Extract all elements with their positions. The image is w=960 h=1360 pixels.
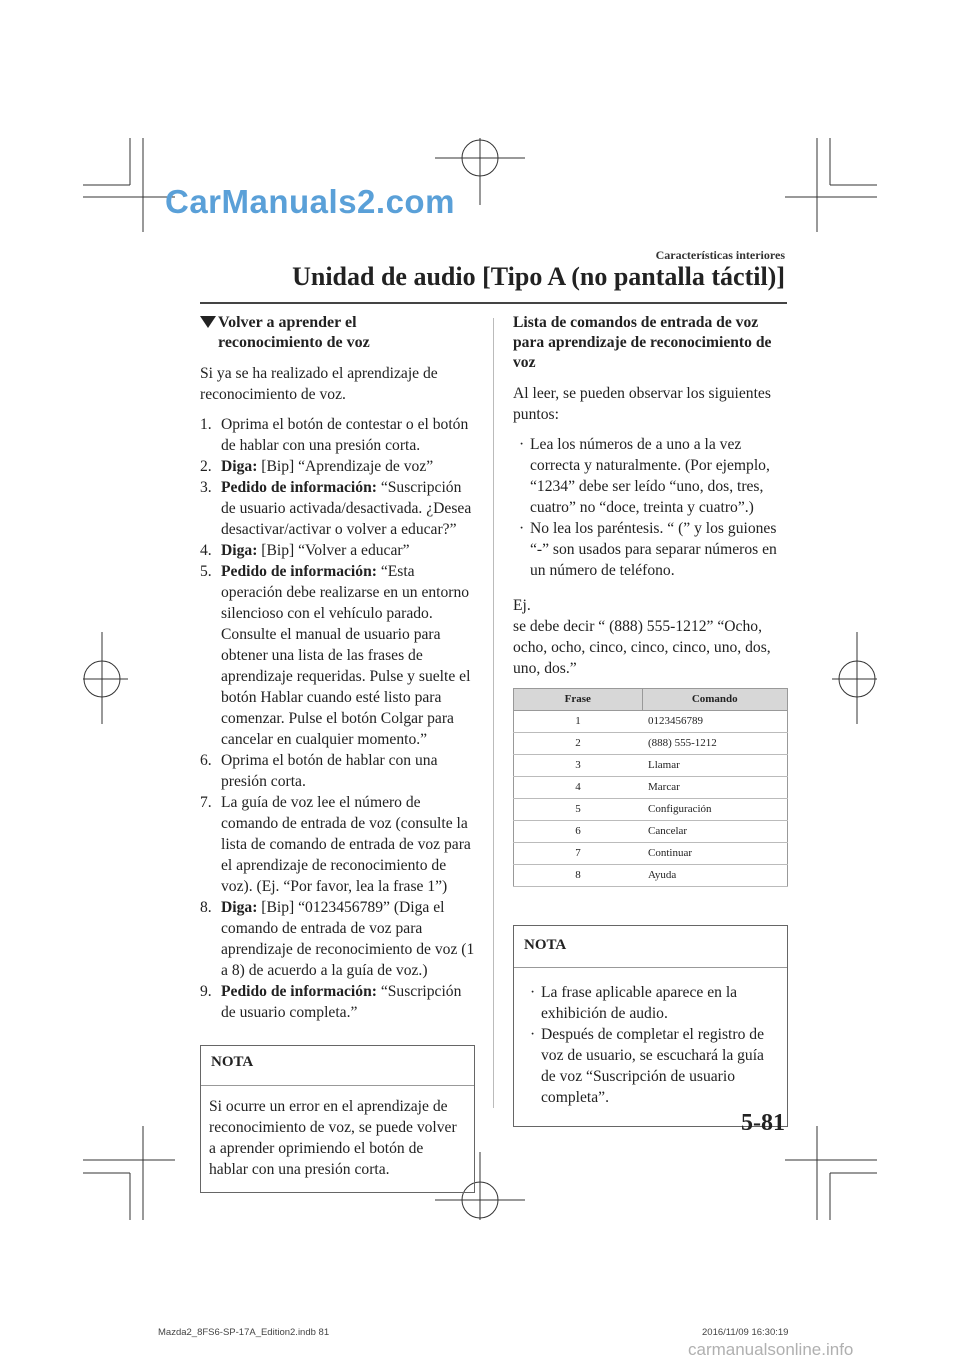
- step-item: 2. Diga: [Bip] “Aprendizaje de voz”: [200, 458, 434, 475]
- table-row: 2 (888) 555-1212: [514, 733, 788, 755]
- note-list: [524, 982, 777, 1108]
- reading-tips-list: [513, 434, 788, 581]
- table-header-row: [514, 689, 788, 711]
- commands-heading: Lista de comandos de entrada de voz para aprendizaje de reconocimiento de voz: [513, 314, 772, 371]
- note-title: NOTA: [201, 1046, 474, 1086]
- step-item: 4. Diga: [Bip] “Volver a educar”: [200, 542, 410, 559]
- title-divider: [200, 302, 787, 304]
- step-item: 1. Oprima el botón de contestar o el botón de hablar con una presión corta.: [200, 416, 469, 454]
- left-column: [200, 313, 475, 1193]
- table-row: 6 Cancelar: [514, 821, 788, 843]
- footer-file-name: Mazda2_8FS6-SP-17A_Edition2.indb 81: [158, 1327, 330, 1338]
- note-title: NOTA: [514, 926, 787, 968]
- watermark-bottom: carmanualsonline.info: [688, 1340, 854, 1359]
- reading-intro: Al leer, se pueden observar los siguientes puntos:: [513, 385, 771, 423]
- column-header-frase: Frase: [514, 689, 643, 711]
- example-label: Ej.: [513, 597, 531, 614]
- right-column: [513, 313, 788, 1127]
- example-text: se debe decir “ (888) 555-1212” “Ocho, ocho, ocho, cinco, cinco, cinco, uno, dos, uno, dos.”: [513, 618, 771, 677]
- step-item: 7. La guía de voz lee el número de comando de entrada de voz (consulte la lista de comando de entrada de voz para el aprendizaje de reconocimiento de voz). (Ej. “Por favor, lea la frase 1”): [200, 794, 471, 895]
- note-box: [200, 1045, 475, 1193]
- table-row: 3 Llamar: [514, 755, 788, 777]
- table-row: 4 Marcar: [514, 777, 788, 799]
- note-text: Si ocurre un error en el aprendizaje de reconocimiento de voz, se puede volver a aprender oprimiendo el botón de hablar con una presión corta.: [209, 1098, 457, 1178]
- step-item: 3. Pedido de información: “Suscripción de usuario activada/desactivada. ¿Desea desactivar/activar o volver a educar?”: [200, 479, 472, 538]
- list-item: · No lea los paréntesis. “ (” y los guiones “-” son usados para separar números en un número de teléfono.: [519, 520, 777, 579]
- list-item: · La frase aplicable aparece en la exhibición de audio.: [530, 984, 738, 1022]
- step-item: 9. Pedido de información: “Suscripción de usuario completa.”: [200, 983, 462, 1021]
- watermark-logo: CarManuals2.com: [165, 183, 455, 220]
- heading-line-2: reconocimiento de voz: [218, 334, 370, 351]
- step-item: 8. Diga: [Bip] “0123456789” (Diga el comando de entrada de voz para aprendizaje de reconocimiento de voz (1 a 8) de acuerdo a la guía de voz.): [200, 899, 475, 979]
- step-item: 6. Oprima el botón de hablar con una presión corta.: [200, 752, 438, 790]
- column-divider: [493, 318, 494, 1108]
- column-header-comando: Comando: [642, 689, 788, 711]
- table-row: 8 Ayuda: [514, 865, 788, 887]
- page-number: 5-81: [741, 1110, 785, 1136]
- steps-list: [200, 414, 475, 1023]
- section-heading: [200, 313, 475, 353]
- step-item: 5. Pedido de información: “Esta operación debe realizarse en un entorno silencioso con el vehículo parado. Consulte el manual de usuario para obtener una lista de las frases de aprendizaje requeridas. Pulse y suelte el botón Hablar cuando esté listo para comenzar. Pulse el botón Colgar para cancelar en cualquier momento.”: [200, 563, 471, 748]
- note-box: [513, 925, 788, 1127]
- table-row: 7 Continuar: [514, 843, 788, 865]
- table-row: 1 0123456789: [514, 711, 788, 733]
- intro-text: Si ya se ha realizado el aprendizaje de reconocimiento de voz.: [200, 365, 438, 403]
- triangle-icon: [200, 316, 216, 328]
- commands-table: [513, 688, 788, 887]
- section-label: Características interiores: [655, 248, 785, 262]
- page-title: Unidad de audio [Tipo A (no pantalla táctil)]: [292, 262, 785, 291]
- heading-line-1: Volver a aprender el: [218, 314, 357, 331]
- list-item: · Después de completar el registro de voz de usuario, se escuchará la guía de voz “Suscripción de usuario completa”.: [530, 1026, 764, 1106]
- footer-timestamp: 2016/11/09 16:30:19: [702, 1327, 789, 1338]
- list-item: · Lea los números de a uno a la vez correcta y naturalmente. (Por ejemplo, “1234” debe ser leído “uno, dos, tres, cuatro” no “doce, treinta y cuatro”.): [519, 436, 770, 516]
- table-row: 5 Configuración: [514, 799, 788, 821]
